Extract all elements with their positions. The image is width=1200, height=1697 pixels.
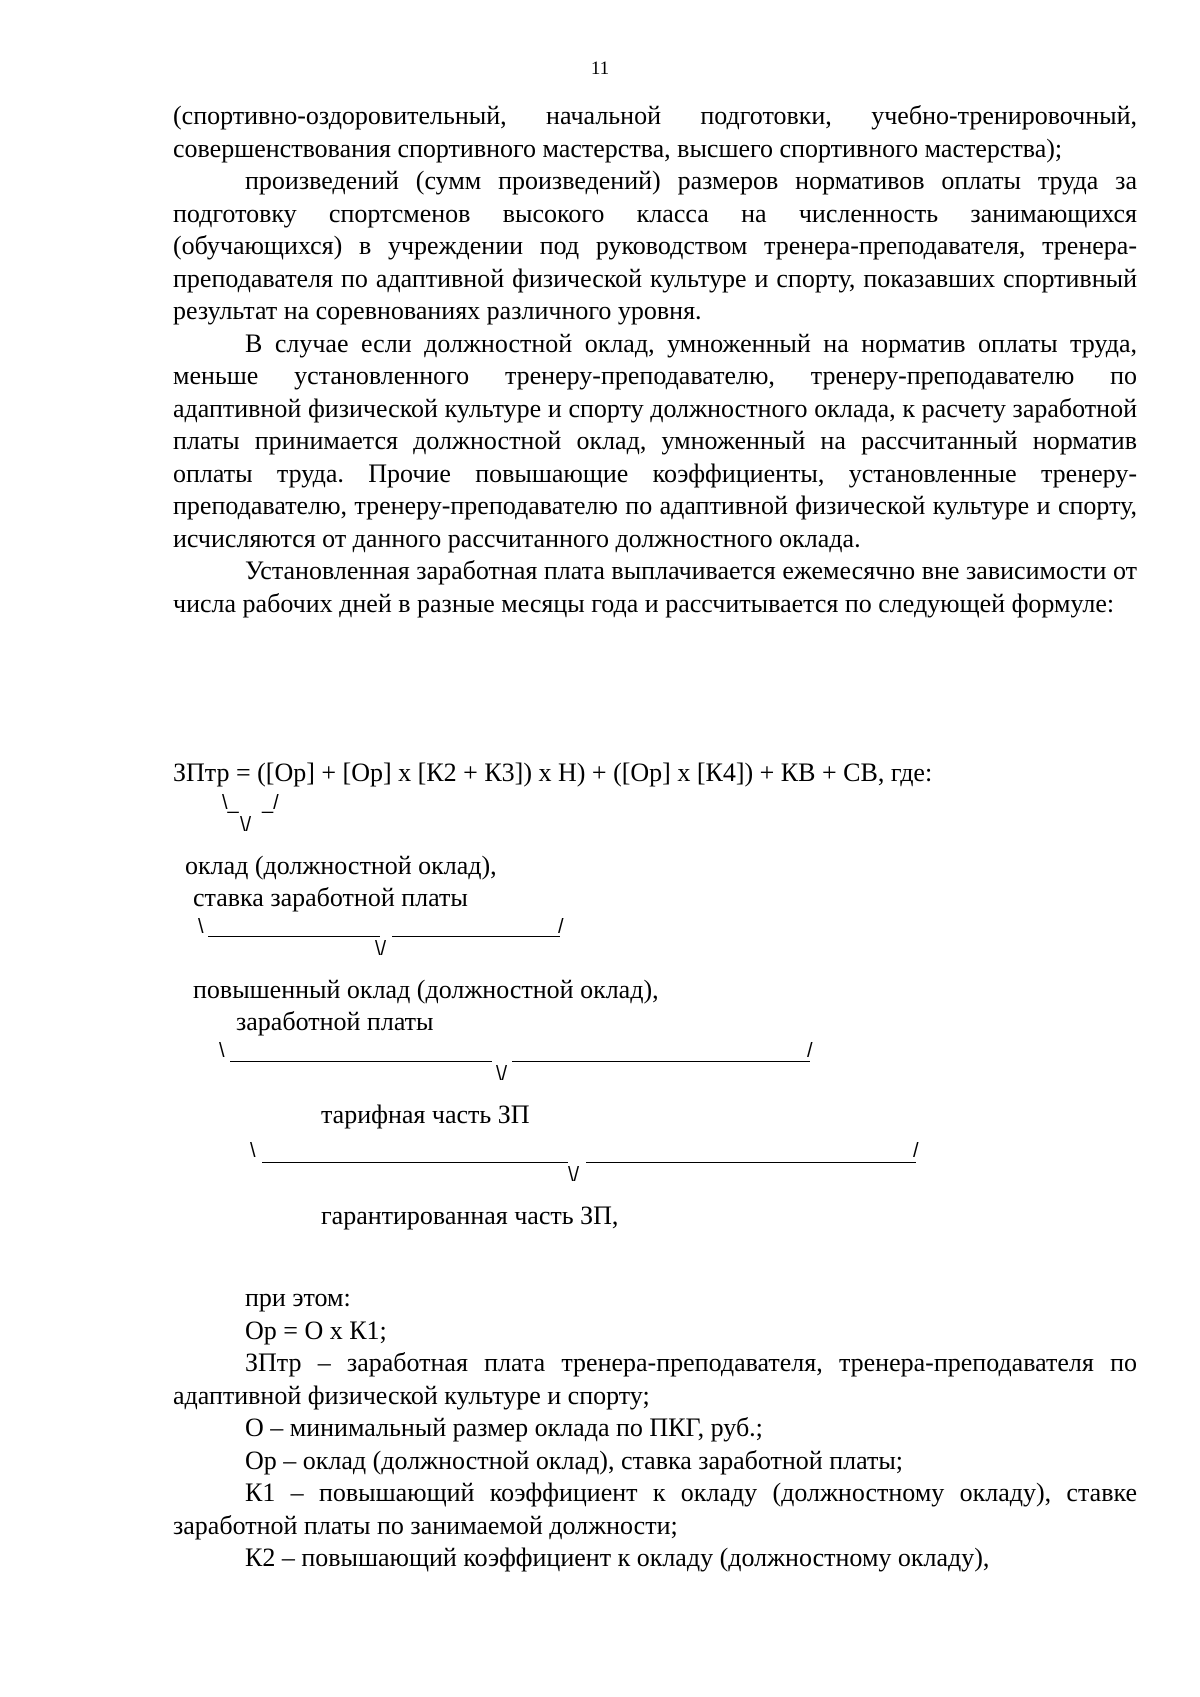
definition-k1: К1 – повышающий коэффициент к окладу (должностному окладу), ставке заработной платы по занимаемой должности; bbox=[173, 1478, 1137, 1540]
page-number: 11 bbox=[590, 58, 610, 79]
salary-formula: ЗПтр = ([Ор] + [Ор] х [К2 + К3]) х Н) + ([Ор] х [К4]) + КВ + СВ, где: bbox=[173, 758, 933, 787]
definitions-intro: при этом: bbox=[245, 1283, 351, 1312]
definition-o: О – минимальный размер оклада по ПКГ, руб.; bbox=[245, 1413, 763, 1442]
intro-paragraph-3: В случае если должностной оклад, умноженный на норматив оплаты труда, меньше установленного тренеру-преподавателю, тренеру-преподавателю по адаптивной физической культуре и спорту должностного оклада, к расчету заработной платы принимается должностной оклад, умноженный на рассчитанный норматив оплаты труда. Прочие повышающие коэффициенты, установленные тренеру-преподавателю, тренеру-преподавателю по адаптивной физической культуре и спорту, исчисляются от данного рассчитанного должностного оклада. bbox=[173, 328, 1137, 553]
brace-2-label-line-2: заработной платы bbox=[236, 1007, 434, 1036]
intro-section bbox=[173, 100, 1137, 620]
brace-1-label-line-2: ставка заработной платы bbox=[193, 883, 468, 912]
intro-paragraph-1: (спортивно-оздоровительный, начальной подготовки, учебно-тренировочный, совершенствования спортивного мастерства, высшего спортивного мастерства); bbox=[173, 101, 1137, 163]
definitions-section bbox=[173, 1282, 1137, 1575]
brace-4-label: гарантированная часть ЗП, bbox=[321, 1201, 619, 1230]
brace-3-label: тарифная часть ЗП bbox=[321, 1100, 530, 1129]
definition-k2: К2 – повышающий коэффициент к окладу (должностному окладу), bbox=[245, 1543, 990, 1572]
definition-op: Ор – оклад (должностной оклад), ставка заработной платы; bbox=[245, 1445, 904, 1475]
intro-paragraph-4: Установленная заработная плата выплачивается ежемесячно вне зависимости от числа рабочих дней в разные месяцы года и рассчитывается по следующей формуле: bbox=[173, 556, 1137, 618]
brace-2-label-line-1: повышенный оклад (должностной оклад), bbox=[193, 975, 659, 1004]
definition-zptr: ЗПтр – заработная плата тренера-преподавателя, тренера-преподавателя по адаптивной физической культуре и спорту; bbox=[173, 1348, 1137, 1410]
op-formula: Ор = О х К1; bbox=[245, 1315, 387, 1345]
brace-1-label-line-1: оклад (должностной оклад), bbox=[185, 851, 497, 880]
intro-paragraph-2: произведений (сумм произведений) размеров нормативов оплаты труда за подготовку спортсменов высокого класса на численность занимающихся (обучающихся) в учреждении под руководством тренера-преподавателя, тренера-преподавателя по адаптивной физической культуре и спорту, показавших спортивный результат на соревнованиях различного уровня. bbox=[173, 166, 1137, 325]
